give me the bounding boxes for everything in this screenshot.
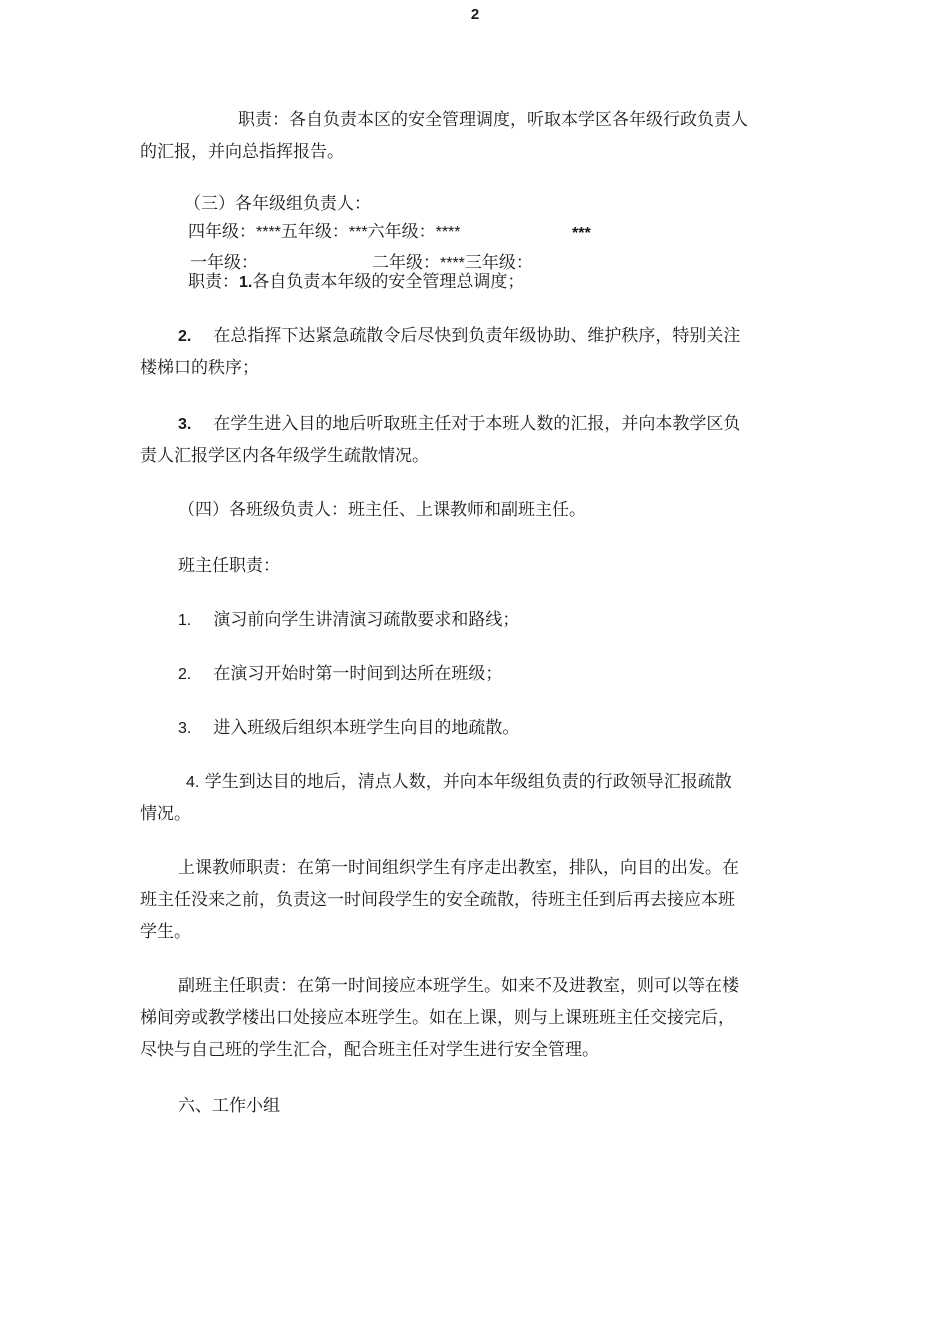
- grade-extra-value: ***: [572, 225, 591, 242]
- page-number: 2: [470, 6, 480, 23]
- ht-item-3-text: 进入班级后组织本班学生向目的地疏散。: [213, 718, 520, 738]
- deputy-duty-line1: 副班主任职责：在第一时间接应本班学生。如来不及进教室，则可以等在楼: [178, 976, 739, 996]
- item2-text: 在总指挥下达紧急疏散令后尽快到负责年级协助、维护秩序，特别关注: [213, 326, 741, 346]
- item3-line1: [178, 408, 740, 441]
- ht-item-4-line2: 情况。: [140, 804, 191, 824]
- teacher-duty-line3: 学生。: [140, 922, 191, 942]
- ht-item-2: [178, 658, 502, 691]
- duty-num: 1.: [239, 274, 253, 291]
- item2-line2: 楼梯口的秩序；: [140, 358, 259, 378]
- section4-heading: （四）各班级负责人：班主任、上课教师和副班主任。: [178, 500, 586, 520]
- ht-item-1-text: 演习前向学生讲清演习疏散要求和路线；: [213, 610, 520, 630]
- grade6-value: ****: [435, 224, 461, 241]
- ht-item-4: [186, 766, 732, 799]
- duty-line: [188, 266, 524, 299]
- deputy-duty-line3: 尽快与自己班的学生汇合，配合班主任对学生进行安全管理。: [140, 1040, 599, 1060]
- ht-item-4-text: 学生到达目的地后，清点人数，并向本年级组负责的行政领导汇报疏散: [204, 772, 732, 792]
- ht-item-3-num: 3.: [178, 720, 192, 737]
- grade5-value: ***: [348, 224, 368, 241]
- ht-item-2-num: 2.: [178, 666, 192, 683]
- item3-text: 在学生进入目的地后听取班主任对于本班人数的汇报，并向本教学区负: [213, 414, 741, 434]
- grade-line: [188, 216, 461, 249]
- ht-item-2-text: 在演习开始时第一时间到达所在班级；: [213, 664, 503, 684]
- grade1-label: 一年级：: [190, 253, 258, 273]
- head-teacher-duty: 班主任职责：: [178, 556, 280, 576]
- grade3-label: 三年级：: [464, 253, 533, 273]
- item3-line2: 责人汇报学区内各年级学生疏散情况。: [140, 446, 429, 466]
- ht-item-4-num: 4.: [186, 774, 200, 791]
- grade2-value: ****: [440, 255, 465, 272]
- p1-line2: 的汇报，并向总指挥报告。: [140, 142, 344, 162]
- grade-line2-right: [372, 248, 533, 273]
- section3-heading: （三）各年级组负责人：: [184, 194, 371, 214]
- duty-label: 职责：: [188, 272, 239, 292]
- deputy-duty-line2: 梯间旁或教学楼出口处接应本班学生。如在上课，则与上课班班主任交接完后，: [140, 1008, 735, 1028]
- teacher-duty-line1: 上课教师职责：在第一时间组织学生有序走出教室，排队，向目的出发。在: [178, 858, 739, 878]
- grade2-label: 二年级：: [372, 253, 440, 273]
- grade6-label: 六年级：: [367, 222, 436, 242]
- teacher-duty-line2: 班主任没来之前，负责这一时间段学生的安全疏散，待班主任到后再去接应本班: [140, 890, 735, 910]
- item3-num: 3.: [178, 416, 192, 433]
- ht-item-1-num: 1.: [178, 612, 192, 629]
- p1-line1: 职责：各自负责本区的安全管理调度，听取本学区各年级行政负责人: [238, 110, 748, 130]
- grade5-label: 五年级：: [280, 222, 349, 242]
- grade4-label: 四年级：: [188, 222, 256, 242]
- ht-item-3: [178, 712, 519, 745]
- item2-line1: [178, 320, 740, 353]
- grade-line2: [190, 248, 258, 273]
- ht-item-1: [178, 604, 519, 637]
- section6-heading: 六、工作小组: [178, 1096, 280, 1116]
- duty-text: 各自负责本年级的安全管理总调度；: [252, 272, 525, 292]
- item2-num: 2.: [178, 328, 192, 345]
- grade4-value: ****: [256, 224, 281, 241]
